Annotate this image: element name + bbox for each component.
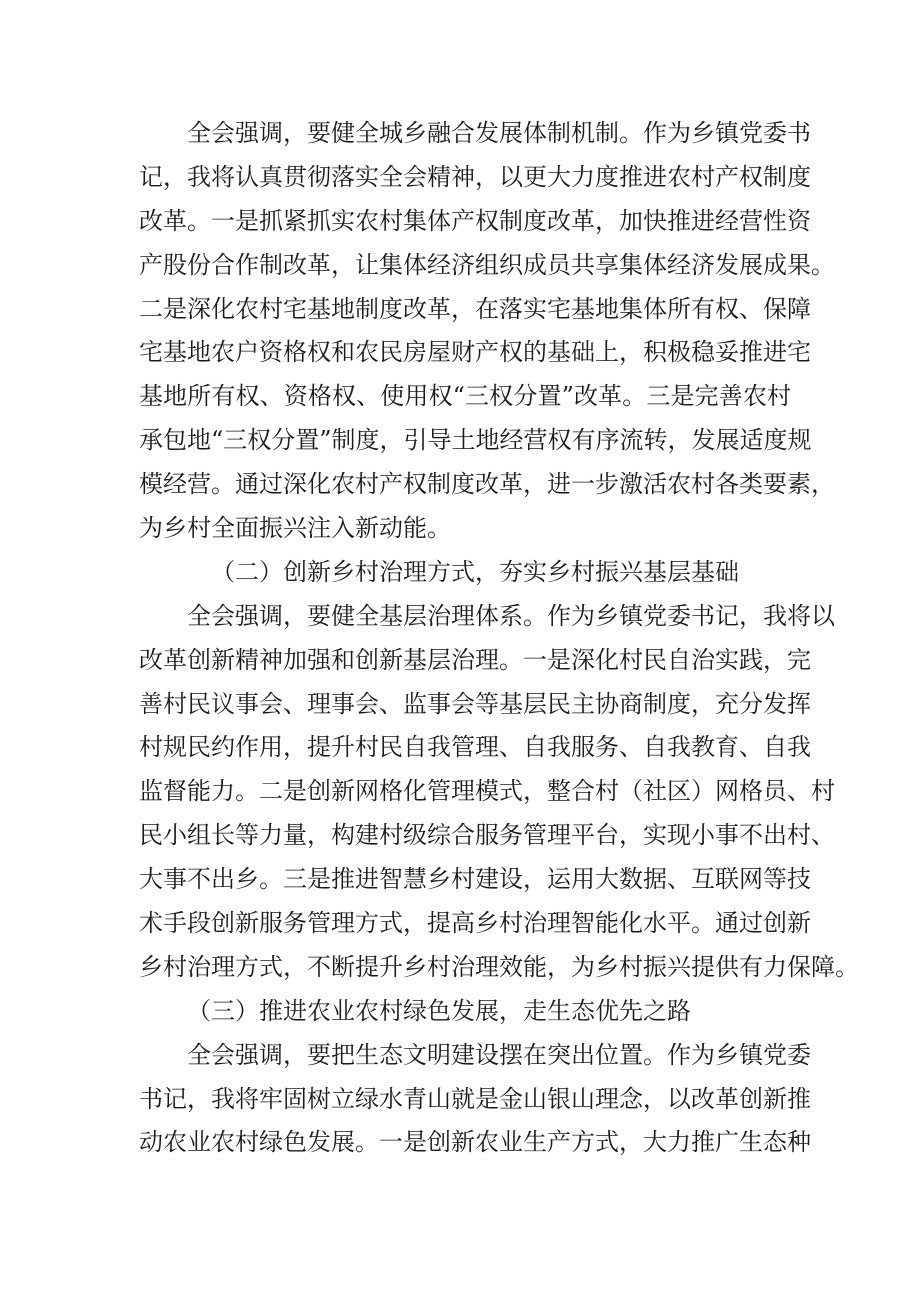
- paragraph-line: 二是深化农村宅基地制度改革，在落实宅基地集体所有权、保障: [139, 294, 811, 323]
- paragraph-line: 术手段创新服务管理方式，提高乡村治理智能化水平。通过创新: [139, 909, 811, 938]
- paragraph-line: 大事不出乡。三是推进智慧乡村建设，运用大数据、互联网等技: [139, 865, 811, 894]
- paragraph-line: 改革。一是抓紧抓实农村集体产权制度改革，加快推进经营性资: [139, 206, 811, 235]
- paragraph-line: 村规民约作用，提升村民自我管理、自我服务、自我教育、自我: [139, 733, 811, 762]
- paragraph-line: 记，我将认真贯彻落实全会精神，以更大力度推进农村产权制度: [139, 162, 811, 191]
- paragraph-line: 基地所有权、资格权、使用权“三权分置”改革。三是完善农村: [139, 382, 791, 411]
- paragraph-line: 改革创新精神加强和创新基层治理。一是深化村民自治实践，完: [139, 645, 811, 674]
- paragraph-line: 书记，我将牢固树立绿水青山就是金山银山理念，以改革创新推: [139, 1084, 811, 1113]
- paragraph-line: 动农业农村绿色发展。一是创新农业生产方式，大力推广生态种: [139, 1128, 811, 1157]
- section-heading: （二）创新乡村治理方式，夯实乡村振兴基层基础: [211, 557, 739, 586]
- paragraph-line: 模经营。通过深化农村产权制度改革，进一步激活农村各类要素，: [139, 470, 835, 499]
- document-body: [139, 112, 859, 1165]
- paragraph-line: 为乡村全面振兴注入新动能。: [139, 514, 451, 543]
- paragraph-line: 民小组长等力量，构建村级综合服务管理平台，实现小事不出村、: [139, 821, 835, 850]
- paragraph-line: 乡村治理方式，不断提升乡村治理效能，为乡村振兴提供有力保障。: [139, 952, 859, 981]
- paragraph-line: 监督能力。二是创新网格化管理模式，整合村（社区）网格员、村: [139, 777, 835, 806]
- paragraph-line: 承包地“三权分置”制度，引导土地经营权有序流转，发展适度规: [139, 426, 812, 455]
- paragraph-line: 全会强调，要把生态文明建设摆在突出位置。作为乡镇党委: [187, 1040, 811, 1069]
- section-heading: （三）推进农业农村绿色发展，走生态优先之路: [187, 996, 691, 1025]
- paragraph-line: 全会强调，要健全基层治理体系。作为乡镇党委书记，我将以: [187, 601, 835, 630]
- paragraph-line: 全会强调，要健全城乡融合发展体制机制。作为乡镇党委书: [187, 119, 811, 147]
- paragraph-line: 宅基地农户资格权和农民房屋财产权的基础上，积极稳妥推进宅: [139, 338, 811, 367]
- paragraph-line: 善村民议事会、理事会、监事会等基层民主协商制度，充分发挥: [139, 689, 811, 718]
- paragraph-line: 产股份合作制改革，让集体经济组织成员共享集体经济发展成果。: [139, 250, 835, 279]
